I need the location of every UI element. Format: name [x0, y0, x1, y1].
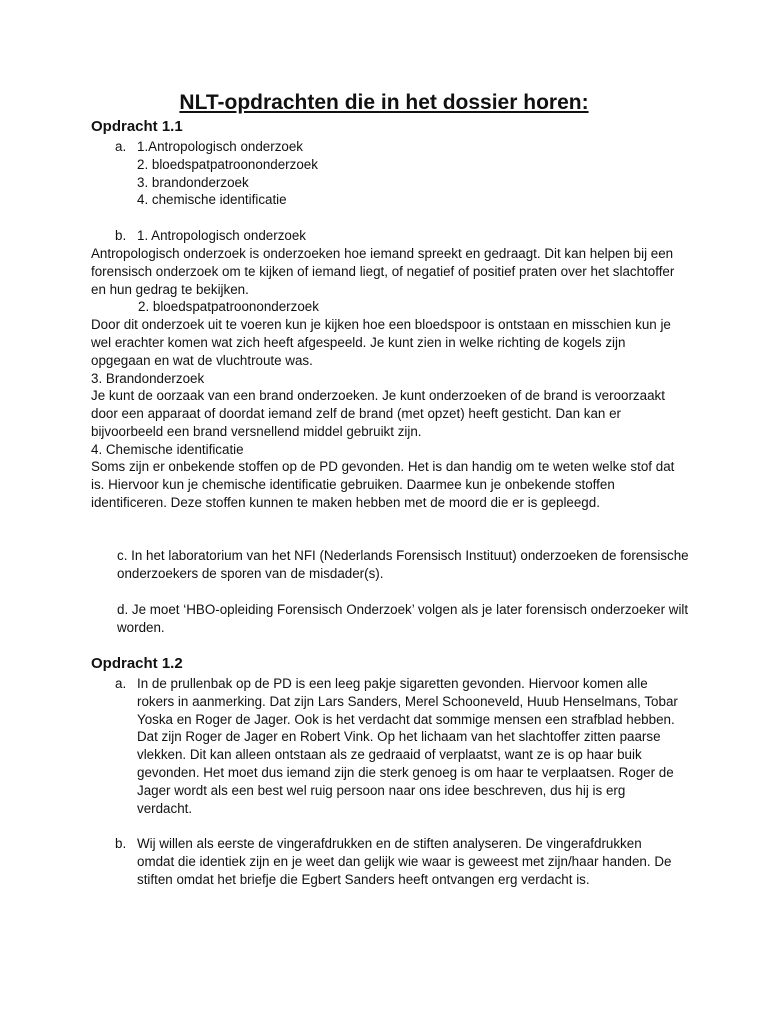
list-body: Wij willen als eerste de vingerafdrukken en de stiften analyseren. De vingerafdrukken omdat die identiek zijn en je weet dan gelijk wie waar is geweest met zijn/haar handen. De stiften omdat het briefje die Egbert Sanders heeft ontvangen erg verdacht is.	[137, 836, 672, 887]
heading-opdracht-1-2: Opdracht 1.2	[91, 655, 183, 672]
list-body: 1. Antropologisch onderzoek	[137, 228, 306, 243]
list-letter: b.	[115, 836, 127, 851]
subheading-bloedspat: 2. bloedspatpatroononderzoek	[138, 299, 319, 314]
list-body	[137, 138, 682, 209]
heading-opdracht-1-1: Opdracht 1.1	[91, 118, 183, 135]
list-letter: a.	[115, 676, 127, 691]
subheading-brand: 3. Brandonderzoek	[91, 371, 205, 386]
paragraph-d: d. Je moet ‘HBO-opleiding Forensisch Onderzoek’ volgen als je later forensisch onderzoeker wilt worden.	[117, 602, 689, 635]
method-item: 3. brandonderzoek	[137, 174, 249, 190]
list-body: In de prullenbak op de PD is een leeg pakje sigaretten gevonden. Hiervoor komen alle rokers in aanmerking. Dat zijn Lars Sanders, Merel Schooneveld, Huub Henselmans, Tobar Yoska en Roger de Jager. Ook is het verdacht dat sommige mensen een strafblad hebben. Dat zijn Roger de Jager en Robert Vink. Op het lichaam van het slachtoffer zitten paarse vlekken. Dit kan alleen ontstaan als ze gedraaid of verplaatst, want ze is op haar buik gevonden. Het moet dus iemand zijn die sterk genoeg is om haar te verplaatsen. Roger de Jager wordt als een best wel ruig persoon naar ons idee beschreven, dus hij is erg verdacht.	[137, 676, 678, 816]
method-item: 1.Antropologisch onderzoek	[137, 139, 304, 154]
list-letter: a.	[115, 139, 127, 154]
paragraph-c: c. In het laboratorium van het NFI (Nederlands Forensisch Instituut) onderzoeken de forensische onderzoekers de sporen van de misdader(s).	[117, 548, 689, 581]
page-title: NLT-opdrachten die in het dossier horen:	[179, 91, 589, 114]
subheading-chemisch: 4. Chemische identificatie	[91, 442, 244, 457]
paragraph-bloedspat: Door dit onderzoek uit te voeren kun je kijken hoe een bloedspoor is ontstaan en misschien kun je wel erachter komen wat zich heeft afgespeeld. Je kunt zien in welke richting de kogels zijn opgegaan en wat de vluchtroute was.	[91, 317, 671, 368]
paragraph-chemisch: Soms zijn er onbekende stoffen op de PD gevonden. Het is dan handig om te weten welke stof dat is. Hiervoor kun je chemische identificatie gebruiken. Daarmee kun je onbekende stoffen identificeren. Deze stoffen kunnen te maken hebben met de moord die er is gepleegd.	[91, 459, 675, 510]
list-letter: b.	[115, 228, 127, 243]
method-item: 4. chemische identificatie	[137, 192, 287, 208]
method-item: 2. bloedspatpatroononderzoek	[137, 156, 318, 172]
paragraph-brand: Je kunt de oorzaak van een brand onderzoeken. Je kunt onderzoeken of de brand is veroorzaakt door een apparaat of doordat iemand zelf de brand (met opzet) heeft gesticht. Dan kan er bijvoorbeeld een brand versnellend middel gebruikt zijn.	[91, 388, 665, 439]
paragraph-antropologisch: Antropologisch onderzoek is onderzoeken hoe iemand spreekt en gedraagt. Dit kan helpen bij een forensisch onderzoek om te kijken of iemand liegt, of negatief of positief praten over het slachtoffer en hun gedrag te bekijken.	[91, 246, 675, 297]
